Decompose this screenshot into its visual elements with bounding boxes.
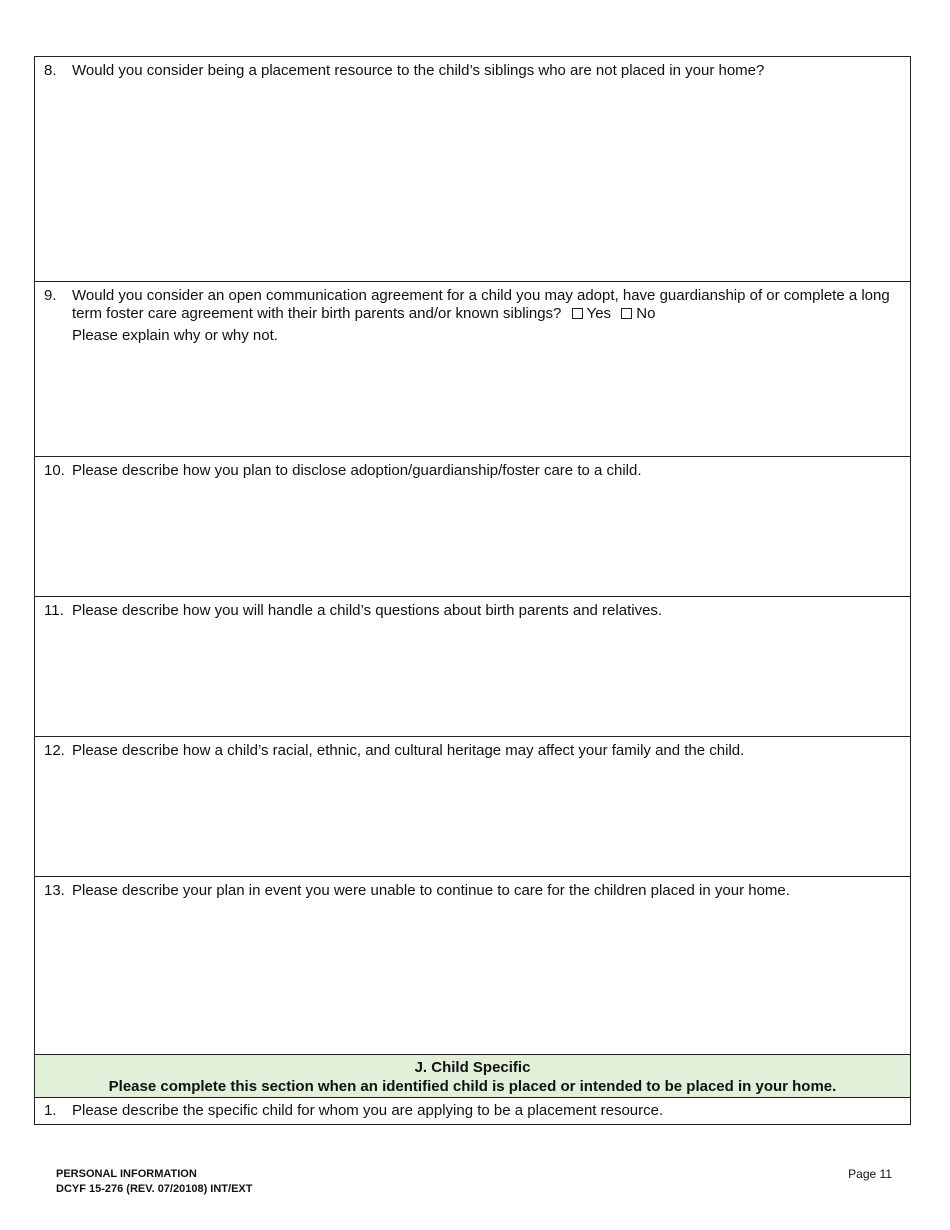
question-text: Would you consider being a placement resource to the child’s siblings who are not placed in your home? (72, 62, 765, 79)
yes-checkbox[interactable] (572, 308, 583, 319)
question-text: Please describe how a child’s racial, ethnic, and cultural heritage may affect your family and the child. (72, 742, 745, 759)
question-number: 12. (44, 742, 65, 759)
question-text: Please describe how you will handle a child’s questions about birth parents and relatives. (72, 602, 663, 619)
question-number: 8. (44, 62, 57, 79)
section-title: J. Child Specific (414, 1059, 531, 1076)
footer-line2: DCYF 15-276 (REV. 07/20108) INT/EXT (56, 1183, 253, 1195)
section-header (35, 1055, 910, 1098)
question-9[interactable] (35, 282, 910, 457)
yes-label: Yes (586, 305, 612, 322)
question-12[interactable] (35, 737, 910, 877)
question-text-wrap (72, 287, 896, 345)
question-text: Please describe the specific child for whom you are applying to be a placement resource. (72, 1102, 664, 1119)
question-number: 11. (44, 602, 64, 619)
footer-line1: PERSONAL INFORMATION (56, 1168, 197, 1180)
section-subtitle: Please complete this section when an identified child is placed or intended to be placed in your home. (108, 1078, 837, 1095)
question-8[interactable] (35, 57, 910, 282)
question-13[interactable] (35, 877, 910, 1055)
question-text: Would you consider an open communication agreement for a child you may adopt, have guardianship of or complete a long term foster care agreement with their birth parents and/or known siblings? (72, 287, 890, 322)
question-10[interactable] (35, 457, 910, 597)
section-question-1[interactable] (35, 1098, 910, 1124)
application-form (34, 56, 911, 1125)
explain-prompt: Please explain why or why not. (72, 327, 278, 344)
question-11[interactable] (35, 597, 910, 737)
question-number: 10. (44, 462, 65, 479)
form-footer-id (56, 1167, 252, 1197)
page-number: Page 11 (848, 1167, 892, 1181)
no-checkbox[interactable] (621, 308, 632, 319)
question-text: Please describe your plan in event you were unable to continue to care for the children placed in your home. (72, 882, 790, 899)
question-number: 13. (44, 882, 65, 899)
question-number: 9. (44, 287, 57, 304)
question-number: 1. (44, 1102, 57, 1119)
question-text: Please describe how you plan to disclose adoption/guardianship/foster care to a child. (72, 462, 642, 479)
no-label: No (636, 305, 656, 322)
